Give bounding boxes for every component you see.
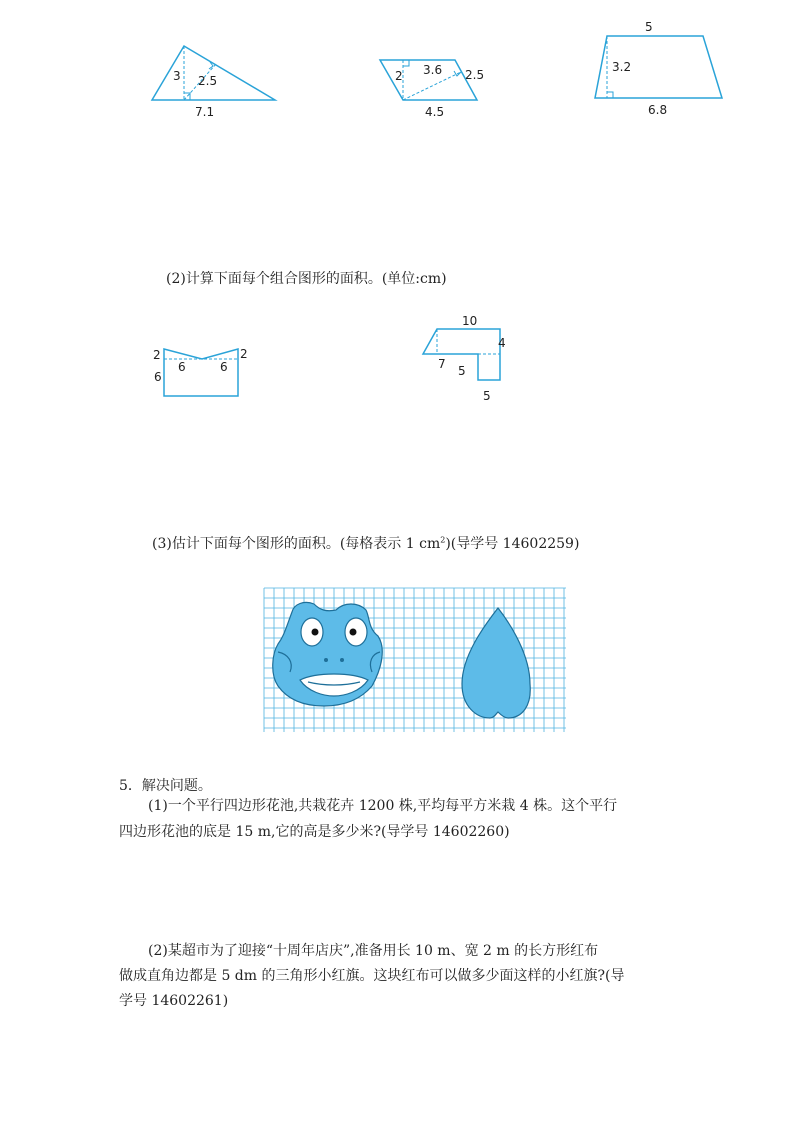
problem-2-line-3: 学号 14602261) [119,993,229,1009]
trapezoid-height-label: 3.2 [612,60,632,74]
parallelogram-side-label: 2 [395,69,403,83]
shape-b-right-label: 4 [498,336,506,350]
composite-shape-b [415,312,525,407]
shape-a-right-top-label: 2 [240,347,248,361]
problem-1-line-1: (1)一个平行四边形花池,共栽花卉 1200 株,平均每平方米栽 4 株。这个平行 [148,798,618,814]
question-3-sup: 2 [440,535,446,545]
problem-1-line-2: 四边形花池的底是 15 m,它的高是多少米?(导学号 14602260) [119,824,510,840]
trapezoid-top-label: 5 [645,20,653,34]
shape-a-mid-right-label: 6 [220,360,228,374]
question-3-text [152,533,579,553]
composite-shape-a [148,340,258,402]
parallelogram-base-label: 4.5 [425,105,445,119]
triangle-side-label: 3 [173,69,181,83]
trapezoid-figure [590,18,730,118]
triangle-height-label: 2.5 [198,74,218,88]
shape-a-mid-left-label: 6 [178,360,186,374]
triangle-base-label: 7.1 [195,105,215,119]
section-5-title: 5．解决问题。 [119,778,212,794]
parallelogram-height2-label: 2.5 [465,68,485,82]
drop-shape [462,608,530,718]
parallelogram-height1-label: 3.6 [423,63,443,77]
shape-b-left-label: 7 [438,357,446,371]
question-3-text-a: (3)估计下面每个图形的面积。(每格表示 1 cm [152,536,441,552]
shape-b-top-label: 10 [462,314,478,328]
shape-a-left-top-label: 2 [153,348,161,362]
problem-2-line-2: 做成直角边都是 5 dm 的三角形小红旗。这块红布可以做多少面这样的小红旗?(导 [119,968,625,984]
question-3-text-b: )(导学号 14602259) [445,536,580,552]
problem-2-line-1: (2)某超市为了迎接“十周年店庆”,准备用长 10 m、宽 2 m 的长方形红布 [148,943,599,959]
question-2-text: (2)计算下面每个组合图形的面积。(单位:cm) [166,271,447,287]
triangle-figure [140,38,290,123]
shape-a-left-bottom-label: 6 [154,370,162,384]
trapezoid-bottom-label: 6.8 [648,103,668,117]
shape-b-stem-label: 5 [458,364,466,378]
parallelogram-figure [375,50,505,122]
estimation-grid [264,588,566,732]
shape-b-bottom-label: 5 [483,389,491,403]
